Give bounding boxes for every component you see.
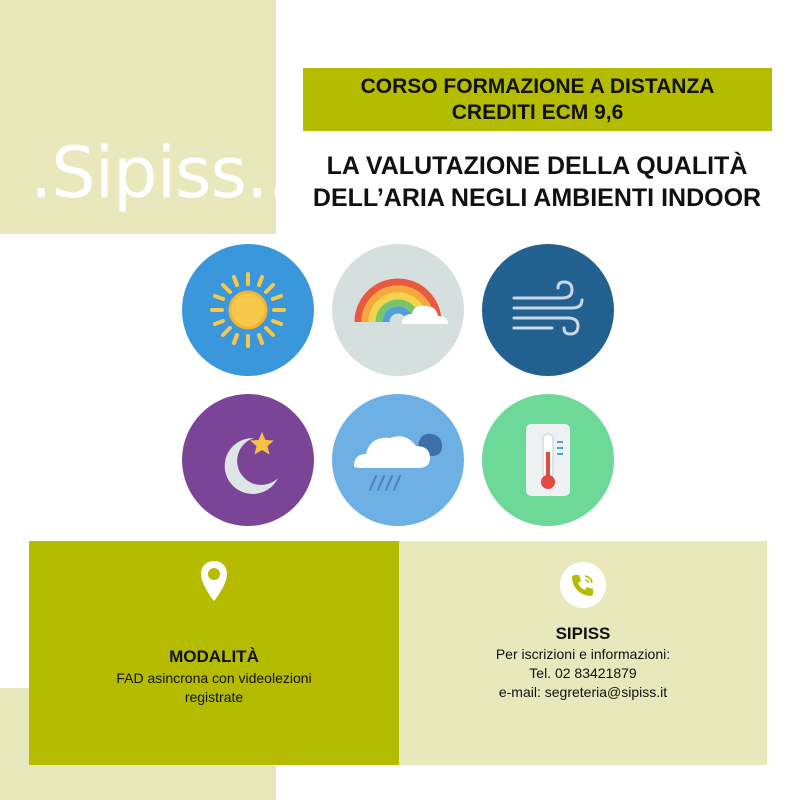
modalita-description xyxy=(29,669,399,707)
wind-icon xyxy=(482,244,614,376)
course-title xyxy=(292,150,782,214)
phone-icon xyxy=(560,562,606,608)
modalita-line-2: registrate xyxy=(184,689,244,705)
title-line-2: DELL’ARIA NEGLI AMBIENTI INDOOR xyxy=(312,184,762,212)
banner-line-1: CORSO FORMAZIONE A DISTANZA xyxy=(360,74,715,98)
contact-title: SIPISS xyxy=(555,624,611,643)
rain-cloud-icon xyxy=(332,394,464,526)
contact-panel xyxy=(399,541,767,765)
location-pin-icon xyxy=(199,559,229,603)
sipiss-logo: .Sipiss.. xyxy=(30,132,289,214)
contact-line-1: Per iscrizioni e informazioni: xyxy=(495,646,671,662)
modalita-panel xyxy=(29,541,399,765)
moon-star-icon xyxy=(182,394,314,526)
rainbow-icon xyxy=(332,244,464,376)
contact-email: e-mail: segreteria@sipiss.it xyxy=(498,684,668,700)
contact-details xyxy=(399,645,767,702)
banner-line-2: CREDITI ECM 9,6 xyxy=(451,100,624,124)
sun-icon xyxy=(182,244,314,376)
modalita-title: MODALITÀ xyxy=(169,647,259,666)
modalita-line-1: FAD asincrona con videolezioni xyxy=(116,670,312,686)
title-line-1: LA VALUTAZIONE DELLA QUALITÀ xyxy=(326,152,748,180)
course-banner xyxy=(303,68,772,131)
thermometer-icon xyxy=(482,394,614,526)
contact-phone: Tel. 02 83421879 xyxy=(529,665,637,681)
